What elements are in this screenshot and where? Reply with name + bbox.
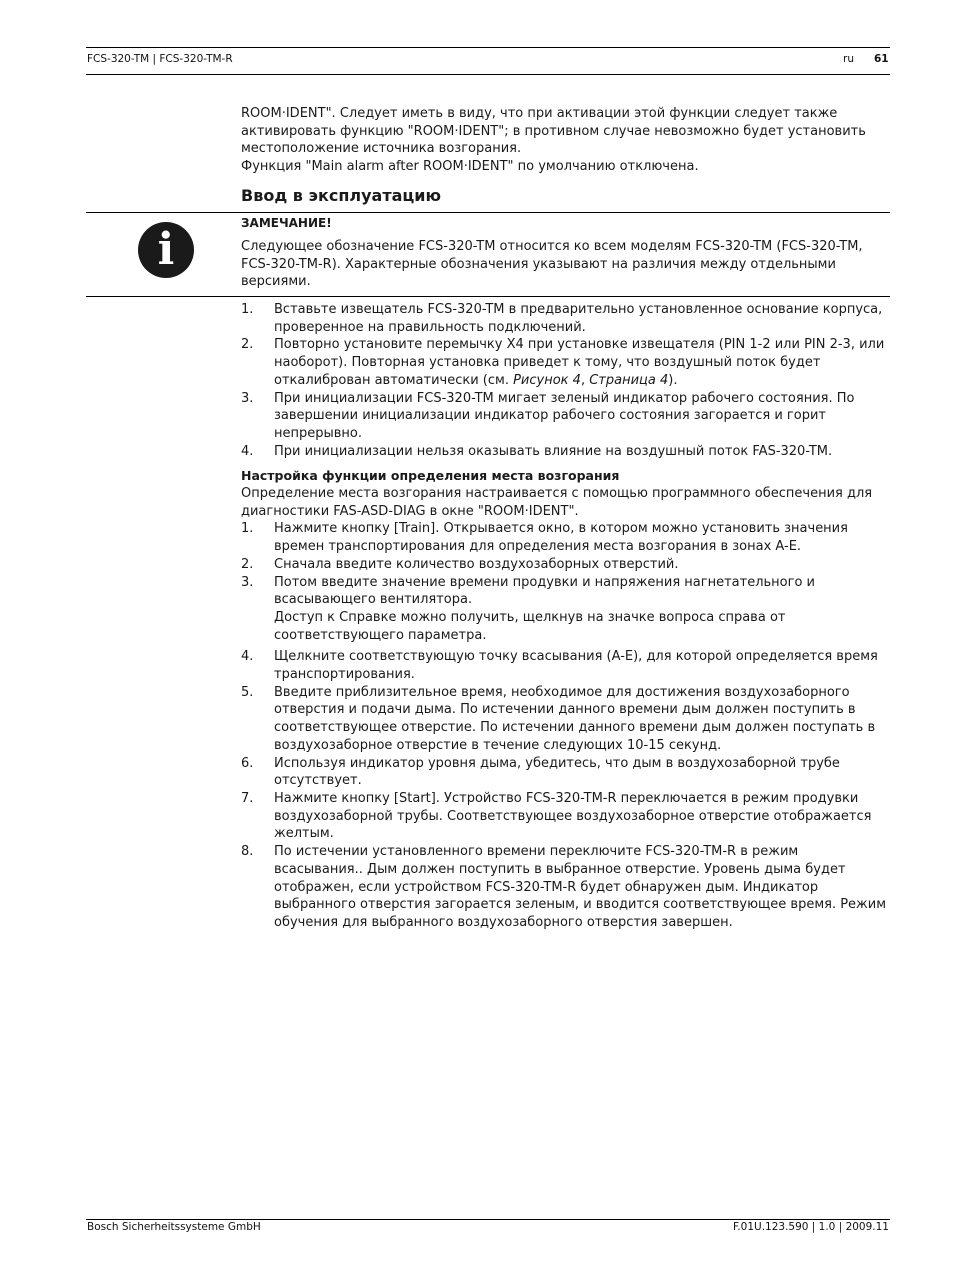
list-item-text: По истечении установленного времени переключите FCS-320-TM-R в режим всасывания.. Дым должен поступить в выбранное отверстие. Уровень дыма будет отображен, если устройством FCS-320-TM-R будет обнаружен дым. Индикатор выбранного отверстия загорается зеленым, и вводится соответствующее время. Режим обучения для выбранного воздухозаборного отверстия завершен. — [274, 844, 887, 930]
header-top-rule — [86, 47, 890, 48]
list-item — [241, 390, 889, 443]
list-item-text: Повторно установите перемычку X4 при установке извещателя (PIN 1-2 или PIN 2-3, или наоборот). Повторная установка приведет к тому, что воздушный поток будет откалиброван автоматически (см. — [274, 337, 885, 388]
list-item-text: Потом введите значение времени продувки и напряжения нагнетательного и всасывающего вентилятора. — [274, 574, 815, 608]
subsection-intro: Определение места возгорания настраивается с помощью программного обеспечения для диагностики FAS-ASD-DIAG в окне "ROOM·IDENT". — [241, 486, 873, 519]
header-page-number: 61 — [874, 53, 889, 65]
list-item-number: 7. — [241, 790, 254, 806]
list-item-text: При инициализации FCS-320-TM мигает зеленый индикатор рабочего состояния. По завершении инициализации индикатор рабочего состояния загорается и горит непрерывно. — [274, 390, 855, 441]
list-item-text-end: ). — [668, 372, 678, 388]
note-block — [86, 212, 890, 297]
header-doc-title: FCS-320-TM | FCS-320-TM-R — [87, 53, 233, 65]
footer-doc-info: F.01U.123.590 | 1.0 | 2009.11 — [732, 1221, 889, 1233]
list-item-text: Введите приблизительное время, необходимое для достижения воздухозаборного отверстия и подачи дыма. По истечении данного времени дым должен поступить в соответствующее отверстие. По истечении данного времени дым должен поступать в воздухозаборное отверстие в течение следующих 10-15 секунд. — [274, 684, 876, 753]
page-reference: Страница 4 — [589, 372, 669, 388]
list-item-number: 1. — [241, 302, 254, 317]
list-item-text: Используя индикатор уровня дыма, убедитесь, что дым в воздухозаборной трубе отсутствует. — [274, 755, 840, 789]
list-item — [241, 301, 889, 336]
footer-rule — [86, 1219, 890, 1220]
header-language: ru — [843, 53, 854, 65]
info-icon: i — [138, 222, 194, 278]
list-item — [241, 574, 889, 645]
figure-reference: Рисунок 4 — [513, 372, 581, 388]
note-content — [241, 215, 881, 291]
intro-block — [241, 105, 889, 206]
list-item-number: 5. — [241, 684, 254, 700]
list-item-extra-text: Доступ к Справке можно получить, щелкнув на значке вопроса справа от соответствующего параметра. — [274, 609, 786, 643]
list-item-number: 2. — [241, 337, 254, 353]
list-item-number: 4. — [241, 443, 254, 459]
list-item — [241, 684, 889, 755]
list-item-text: Нажмите кнопку [Start]. Устройство FCS-320-TM-R переключается в режим продувки воздухозаборной трубы. Соответствующее воздухозаборное отверстие отображается желтым. — [274, 790, 872, 842]
list-item-text: Сначала введите количество воздухозаборных отверстий. — [274, 556, 679, 572]
list-item — [241, 556, 889, 574]
list-item — [241, 648, 889, 683]
commissioning-steps — [241, 301, 889, 460]
list-item — [241, 790, 889, 843]
list-item-text: Вставьте извещатель FCS-320-TM в предварительно установленное основание корпуса, проверенное на правильность подключений. — [274, 302, 883, 335]
list-item — [241, 520, 889, 555]
subsection-title: Настройка функции определения места возгорания — [241, 468, 620, 484]
header-bottom-rule — [86, 74, 890, 75]
list-item-number: 1. — [241, 521, 254, 537]
note-text: Следующее обозначение FCS-320-TM относится ко всем моделям FCS-320-TM (FCS-320-TM, FCS-320-TM-R). Характерные обозначения указывают на различия между отдельными версиями. — [241, 239, 863, 290]
list-item-number: 3. — [241, 390, 254, 406]
intro-paragraph-2: Функция "Main alarm after ROOM·IDENT" по умолчанию отключена. — [241, 159, 699, 175]
list-item — [241, 755, 889, 790]
fire-location-steps — [241, 520, 889, 931]
note-label: ЗАМЕЧАНИЕ! — [241, 216, 332, 230]
list-item-number: 4. — [241, 649, 254, 665]
footer-company: Bosch Sicherheitssysteme GmbH — [87, 1221, 261, 1233]
list-item-text: Щелкните соответствующую точку всасывания (A-E), для которой определяется время транспортирования. — [274, 649, 878, 683]
list-item — [241, 336, 889, 389]
list-item-text: Нажмите кнопку [Train]. Открывается окно, в котором можно установить значения времен транспортирования для определения места возгорания в зонах A-E. — [274, 521, 848, 555]
list-item-number: 3. — [241, 574, 254, 590]
list-item — [241, 843, 889, 932]
section-title: Ввод в эксплуатацию — [241, 185, 442, 205]
list-item — [241, 443, 889, 461]
reference-separator: , — [580, 372, 590, 388]
main-content — [241, 301, 889, 932]
list-item-number: 2. — [241, 556, 254, 572]
intro-paragraph-1: ROOM·IDENT". Следует иметь в виду, что при активации этой функции следует также активировать функцию "ROOM·IDENT"; в противном случае невозможно будет установить местоположение источника возгорания. — [241, 106, 866, 157]
list-item-number: 8. — [241, 844, 254, 860]
list-item-number: 6. — [241, 755, 254, 771]
list-item-text: При инициализации нельзя оказывать влияние на воздушный поток FAS-320-TM. — [274, 443, 833, 459]
